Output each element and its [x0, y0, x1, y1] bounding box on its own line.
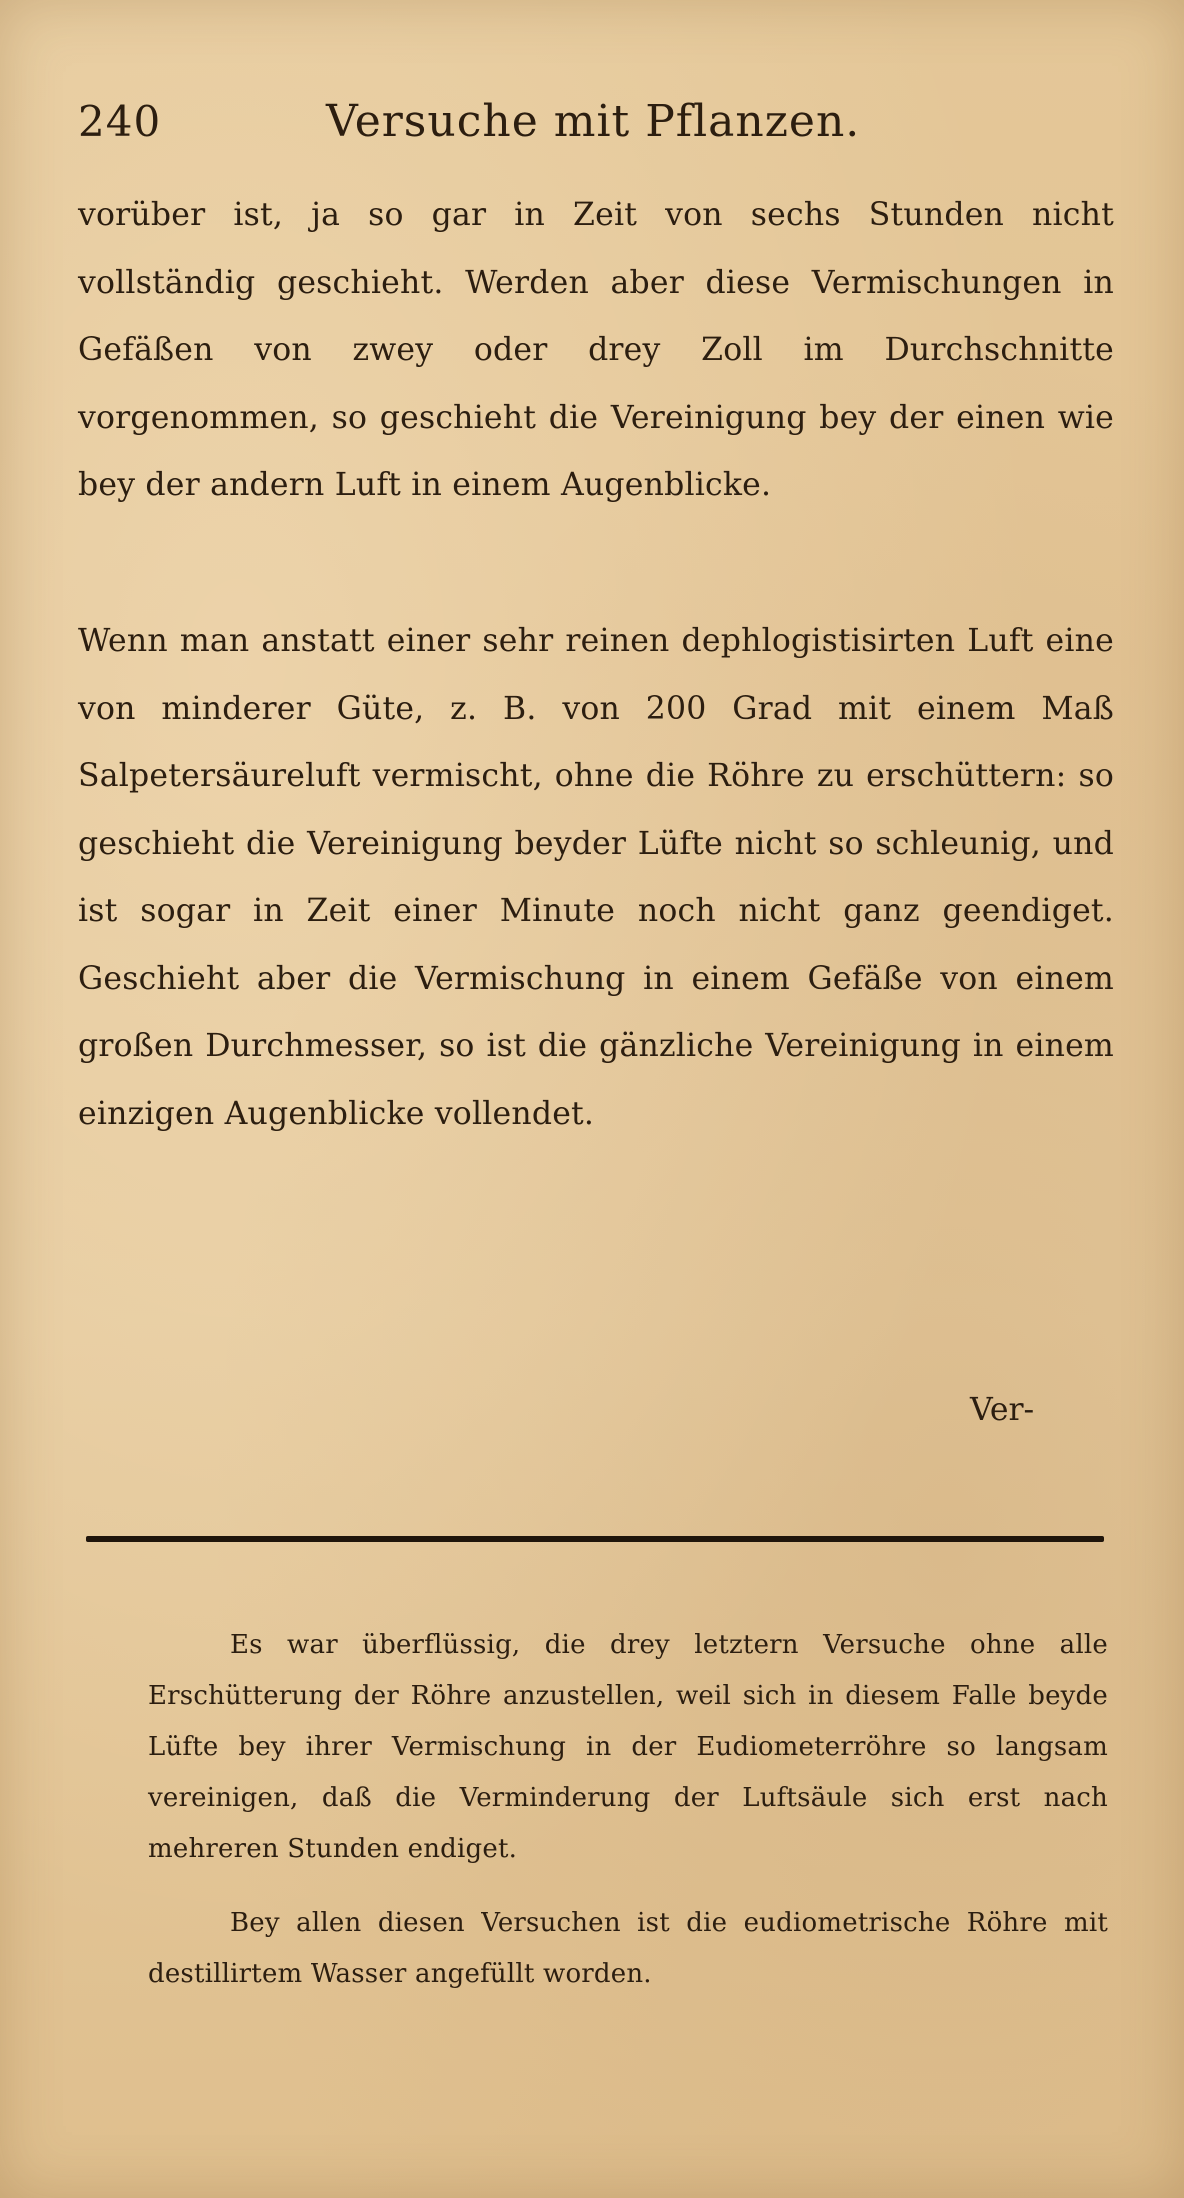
- page-header: [78, 92, 1118, 152]
- footnote-divider: [86, 1536, 1104, 1542]
- footnote-second: Bey allen diesen Versuchen ist die eudiometrische Röhre mit destillirtem Wasser angefüllt worden.: [148, 1908, 1108, 1989]
- footnotes: [148, 1620, 1108, 2000]
- footnote-first: Es war überflüssig, die drey letztern Versuche ohne alle Erschütterung der Röhre anzustellen, weil sich in diesem Falle beyde Lüfte bey ihrer Vermischung in der Eudiometerröhre so langsam vereinigen, daß die Verminderung der Luftsäule sich erst nach mehreren Stunden endiget.: [148, 1630, 1108, 1864]
- catchword: Ver-: [970, 1392, 1035, 1428]
- paragraph-second: Wenn man anstatt einer sehr reinen dephlogistisirten Luft eine von minderer Güte, z. B. von 200 Grad mit einem Maß Salpetersäureluft vermischt, ohne die Röhre zu erschüttern: so geschieht die Vereinigung beyder Lüfte nicht so schleunig, und ist sogar in Zeit einer Minute noch nicht ganz geendiget. Geschieht aber die Vermischung in einem Gefäße von einem großen Durchmesser, so ist die gänzliche Vereinigung in einem einzigen Augenblicke vollendet.: [78, 623, 1114, 1132]
- running-title: Versuche mit Pflanzen.: [326, 96, 861, 147]
- paragraph-continuation: vorüber ist, ja so gar in Zeit von sechs Stunden nicht vollständig geschieht. Werden aber diese Vermischungen in Gefäßen von zwey oder drey Zoll im Durchschnitte vorgenommen, so geschieht die Vereinigung bey der einen wie bey der andern Luft in einem Augenblicke.: [78, 197, 1114, 503]
- page-number: 240: [78, 97, 162, 146]
